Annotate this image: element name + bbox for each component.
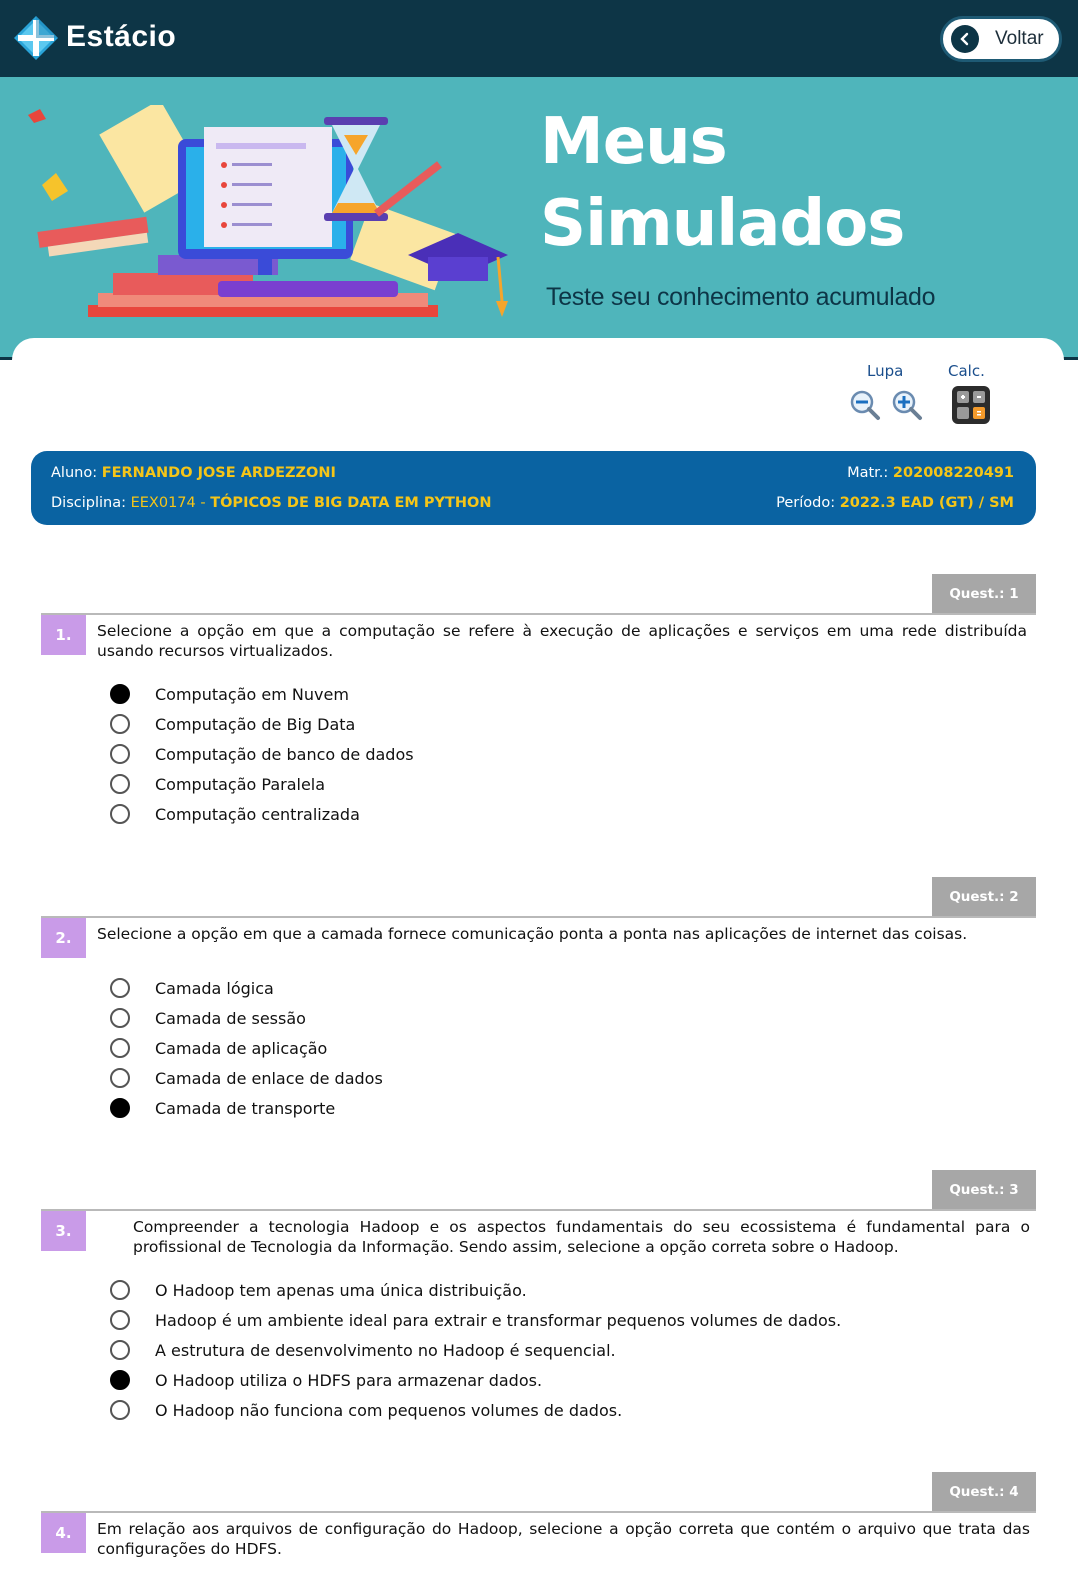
radio-button[interactable] [110,774,130,794]
disciplina-code: EEX0174 [130,495,196,511]
radio-button[interactable] [110,1068,130,1088]
quest-tag-1: Quest.: 1 [932,574,1036,614]
quest-tag-3: Quest.: 3 [932,1170,1036,1210]
question-divider [41,613,1036,615]
option-q2-c[interactable] [110,1036,327,1060]
option-label: Hadoop é um ambiente ideal para extrair e transformar pequenos volumes de dados. [155,1310,842,1330]
quest-tag-4: Quest.: 4 [932,1472,1036,1512]
periodo-row [776,495,1014,511]
zoom-in-icon[interactable] [890,388,924,422]
option-q2-e[interactable] [110,1096,335,1120]
question-divider [41,1511,1036,1513]
option-label: Computação de Big Data [155,714,356,734]
banner-subtitle: Teste seu conhecimento acumulado [546,283,936,311]
radio-button[interactable] [110,744,130,764]
radio-button[interactable] [110,804,130,824]
radio-button[interactable] [110,1280,130,1300]
question-divider [41,916,1036,918]
option-q2-d[interactable] [110,1066,383,1090]
banner-title [540,101,904,265]
radio-button[interactable] [110,978,130,998]
disciplina-name: TÓPICOS DE BIG DATA EM PYTHON [210,495,492,511]
radio-button[interactable] [110,1400,130,1420]
question-divider [41,1209,1036,1211]
option-label: Computação centralizada [155,804,360,824]
option-q3-b[interactable] [110,1308,841,1332]
chevron-left-icon [951,25,979,53]
question-number-3: 3. [41,1211,86,1251]
option-label: O Hadoop utiliza o HDFS para armazenar dados. [155,1370,543,1390]
radio-button[interactable] [110,1370,130,1390]
option-q2-a[interactable] [110,976,274,1000]
option-label: Camada de transporte [155,1098,336,1118]
banner-title-line-1: Meus [540,105,727,179]
back-button-label: Voltar [995,28,1044,49]
question-text-2: Selecione a opção em que a camada fornece comunicação ponta a ponta nas aplicações de internet das coisas. [97,925,968,943]
disciplina-label: Disciplina: [51,495,126,511]
option-q3-a[interactable] [110,1278,527,1302]
zoom-out-icon[interactable] [848,388,882,422]
aluno-row [51,465,336,481]
back-button[interactable] [940,16,1062,62]
tools-panel [846,362,996,432]
calc-label: Calc. [948,362,985,380]
option-label: Camada de aplicação [155,1038,328,1058]
question-number-2: 2. [41,918,86,958]
radio-button[interactable] [110,1340,130,1360]
radio-button[interactable] [110,1098,130,1118]
top-bar [0,0,1078,77]
disciplina-row [51,495,491,511]
radio-button[interactable] [110,1310,130,1330]
radio-button[interactable] [110,1038,130,1058]
radio-button[interactable] [110,1008,130,1028]
option-label: O Hadoop não funciona com pequenos volumes de dados. [155,1400,623,1420]
option-label: Computação de banco de dados [155,744,414,764]
lupa-label: Lupa [867,362,904,380]
brand-name: Estácio [66,20,177,53]
banner-title-line-2: Simulados [540,187,905,261]
radio-button[interactable] [110,714,130,734]
matr-label: Matr.: [847,465,889,481]
option-label: Camada de sessão [155,1008,306,1028]
option-q1-a[interactable] [110,682,349,706]
option-q1-b[interactable] [110,712,355,736]
option-q3-e[interactable] [110,1398,622,1422]
option-label: Computação Paralela [155,774,326,794]
student-info-card [31,451,1036,525]
question-text-3: Compreender a tecnologia Hadoop e os aspectos fundamentais do seu ecossistema é fundamental para o profissional de Tecnologia da Informação. Sendo assim, selecione a opção correta sobre o Hadoop. [133,1218,1030,1256]
radio-button[interactable] [110,684,130,704]
question-text-1: Selecione a opção em que a computação se refere à execução de aplicações e serviços em uma rede distribuída usando recursos virtualizados. [97,622,1027,660]
question-number-1: 1. [41,615,86,655]
question-text-4: Em relação aos arquivos de configuração do Hadoop, selecione a opção correta que contém o arquivo que trata das configurações do HDFS. [97,1520,1030,1558]
option-label: Camada lógica [155,978,274,998]
option-q2-b[interactable] [110,1006,306,1030]
estacio-logo-icon [12,14,60,62]
hero-banner [0,77,1078,360]
periodo-value: 2022.3 EAD (GT) / SM [839,495,1014,511]
option-q1-e[interactable] [110,802,360,826]
disciplina-separator: - [195,495,211,511]
study-illustration [28,105,518,320]
option-label: Camada de enlace de dados [155,1068,383,1088]
periodo-label: Período: [776,495,836,511]
option-q3-d[interactable] [110,1368,542,1392]
option-q1-d[interactable] [110,772,325,796]
option-q3-c[interactable] [110,1338,616,1362]
option-label: Computação em Nuvem [155,684,349,704]
option-label: O Hadoop tem apenas uma única distribuição. [155,1280,527,1300]
quest-tag-2: Quest.: 2 [932,877,1036,917]
matr-value: 202008220491 [892,465,1014,481]
matr-row [847,465,1014,481]
aluno-label: Aluno: [51,465,98,481]
option-q1-c[interactable] [110,742,414,766]
question-number-4: 4. [41,1513,86,1553]
aluno-value: FERNANDO JOSE ARDEZZONI [101,465,336,481]
option-label: A estrutura de desenvolvimento no Hadoop é sequencial. [155,1340,616,1360]
calculator-icon[interactable] [952,386,990,424]
